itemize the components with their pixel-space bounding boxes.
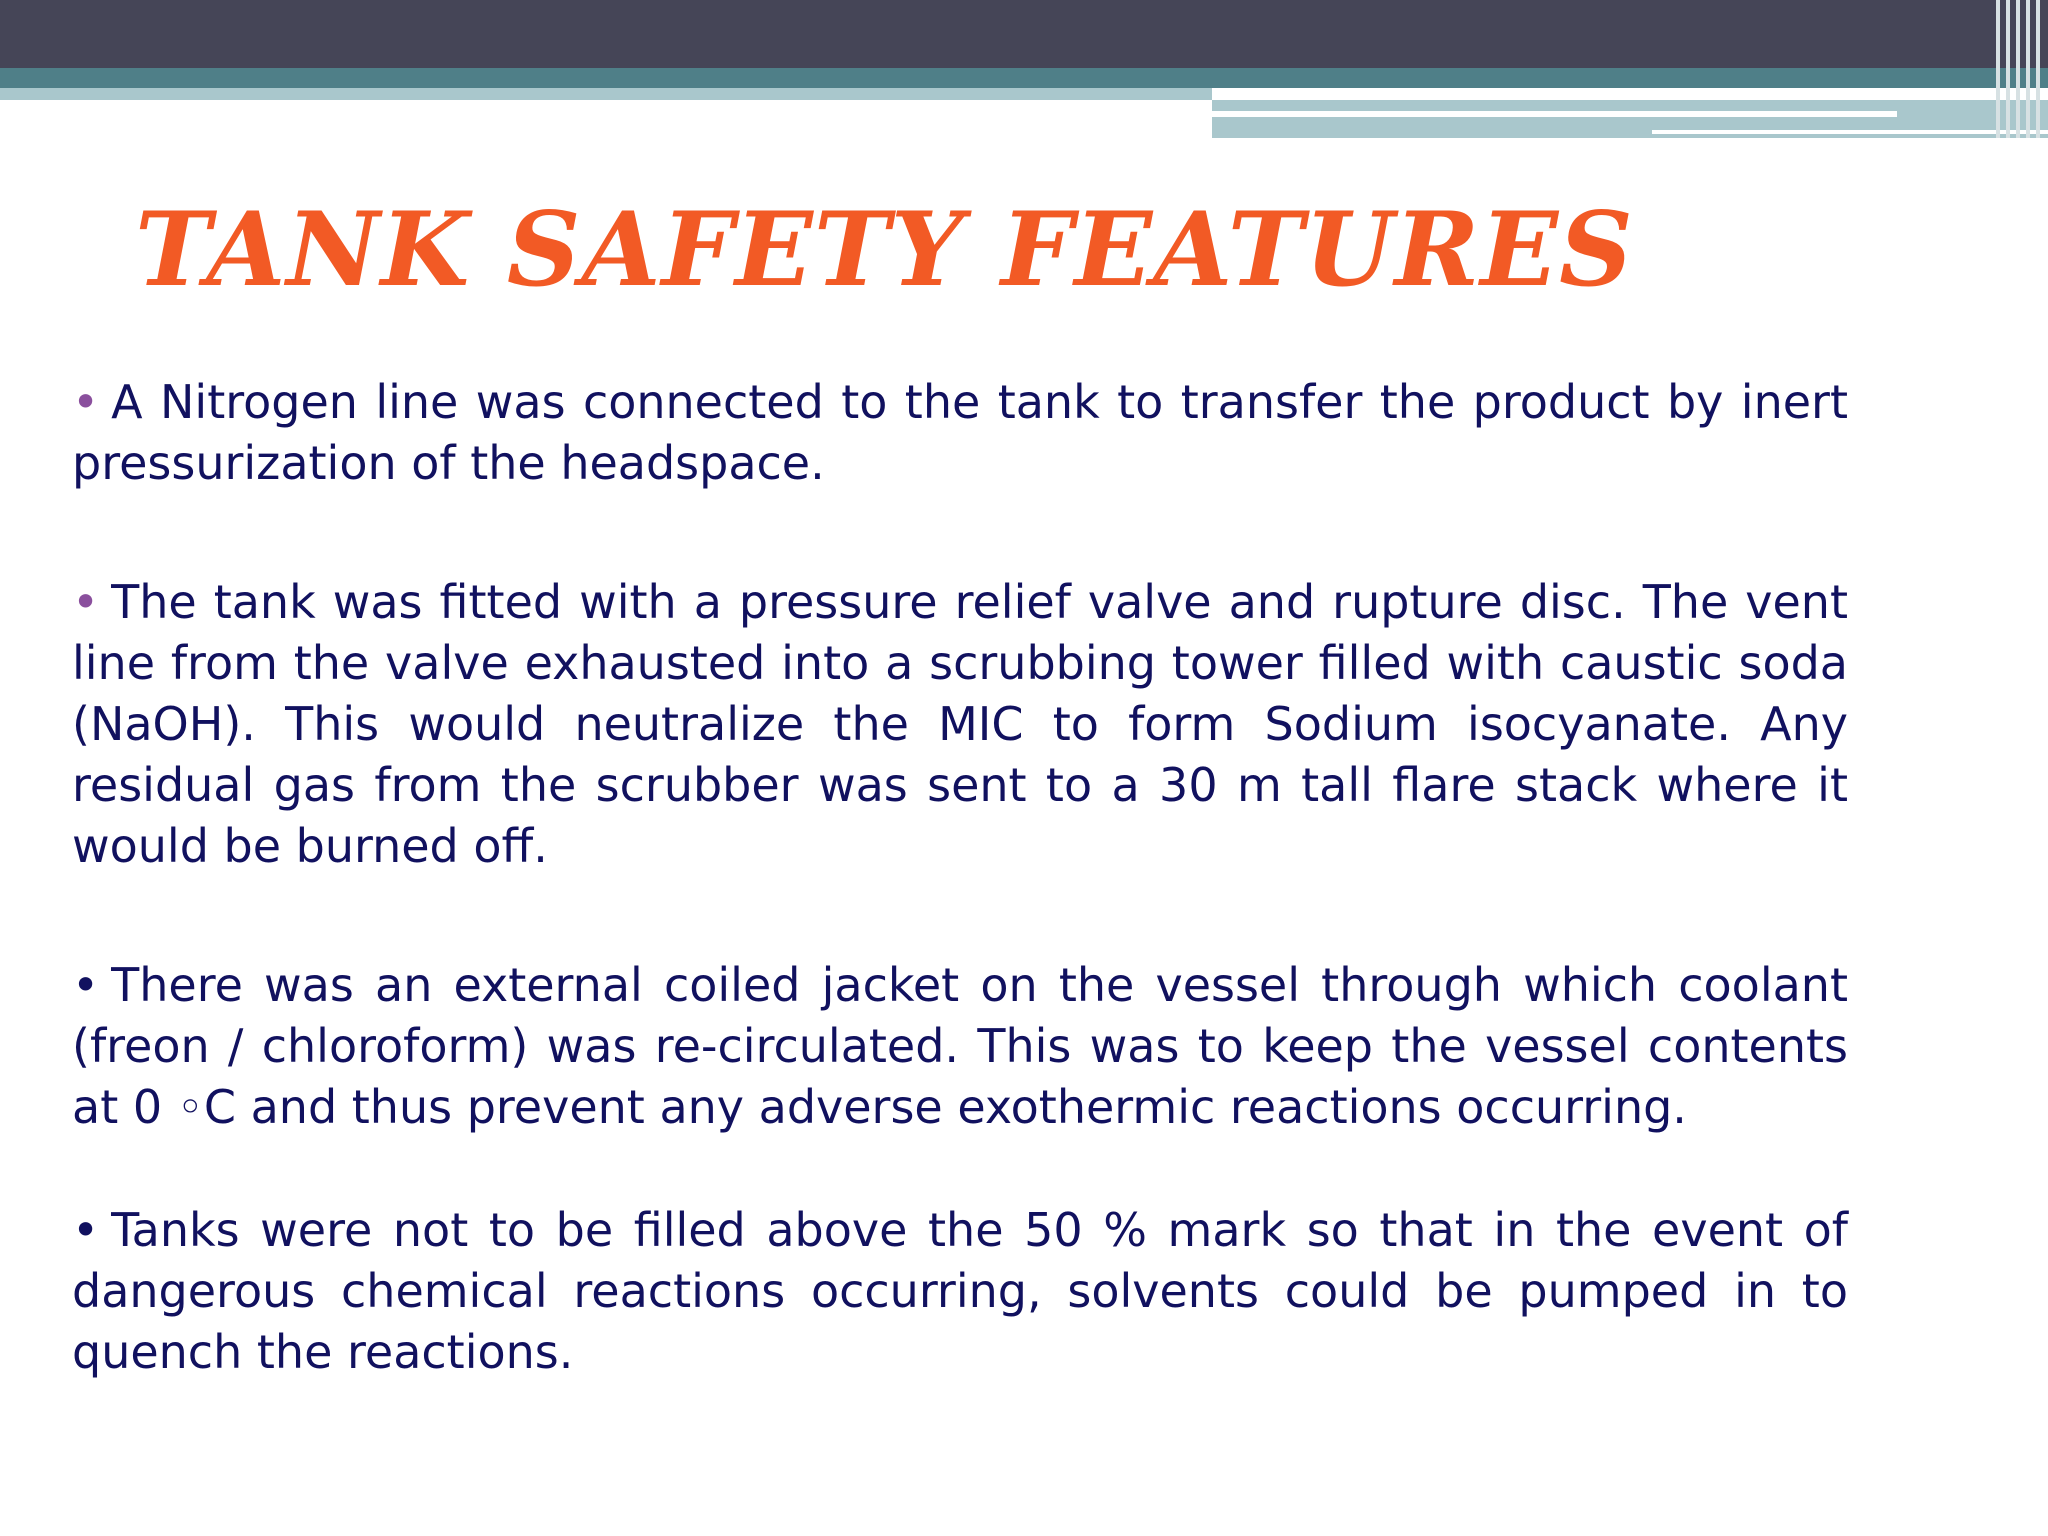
header-bar-dark (0, 0, 2048, 68)
bullet-icon: • (72, 1203, 100, 1257)
bullet-icon: • (72, 375, 100, 429)
bullet-list (72, 372, 1848, 1461)
header-bar-light (0, 88, 1212, 100)
bullet-text: The tank was fitted with a pressure relief valve and rupture disc. The vent line from the valve exhausted into a scrubbing tower filled with caustic soda (NaOH). This would neutralize the MIC to form Sodium isocyanate. Any residual gas from the scrubber was sent to a 30 m tall flare stack where it would be burned off. (72, 575, 1848, 873)
bullet-item-cooling-jacket (72, 955, 1848, 1138)
header-bar-teal (0, 68, 2048, 88)
bullet-icon: • (72, 575, 100, 629)
bullet-text: A Nitrogen line was connected to the tank to transfer the product by inert pressurization of the headspace. (72, 375, 1848, 490)
bullet-item-nitrogen-line (72, 372, 1848, 494)
header-stripes (1992, 0, 2048, 138)
header-divider-line-short (1652, 130, 2048, 134)
bullet-text: There was an external coiled jacket on the vessel through which coolant (freon / chloroform) was re-circulated. This was to keep the vessel contents at 0 ◦C and thus prevent any adverse exothermic reactions occurring. (72, 958, 1848, 1134)
bullet-item-fill-limit (72, 1200, 1848, 1383)
bullet-icon: • (72, 958, 100, 1012)
slide-title: TANK SAFETY FEATURES (135, 190, 1634, 310)
bullet-text: Tanks were not to be filled above the 50 % mark so that in the event of dangerous chemical reactions occurring, solvents could be pumped in to quench the reactions. (72, 1203, 1848, 1379)
bullet-item-relief-valve (72, 572, 1848, 877)
header-divider-line (1212, 111, 1897, 117)
